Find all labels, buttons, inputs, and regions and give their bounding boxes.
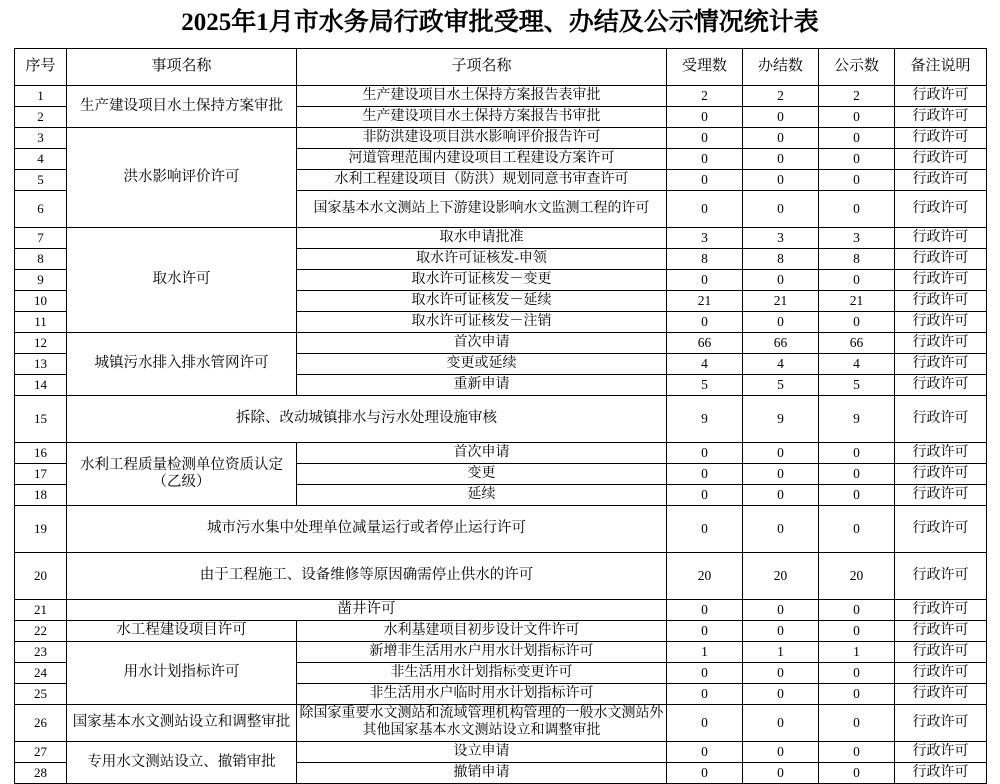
cell-accepted-count: 0	[667, 443, 743, 464]
cell-sub-item-name: 延续	[297, 485, 667, 506]
table-row	[15, 443, 987, 464]
cell-accepted-count: 0	[667, 312, 743, 333]
cell-accepted-count: 0	[667, 705, 743, 742]
cell-remark: 行政许可	[895, 506, 987, 553]
cell-accepted-count: 20	[667, 553, 743, 600]
cell-published-count: 8	[819, 249, 895, 270]
cell-remark: 行政许可	[895, 742, 987, 763]
cell-completed-count: 21	[743, 291, 819, 312]
table-body	[15, 86, 987, 784]
cell-accepted-count: 0	[667, 149, 743, 170]
cell-accepted-count: 0	[667, 742, 743, 763]
cell-published-count: 0	[819, 600, 895, 621]
cell-accepted-count: 0	[667, 191, 743, 228]
cell-seq: 1	[15, 86, 67, 107]
cell-completed-count: 0	[743, 600, 819, 621]
cell-item-name: 城镇污水排入排水管网许可	[67, 333, 297, 396]
cell-completed-count: 66	[743, 333, 819, 354]
cell-remark: 行政许可	[895, 464, 987, 485]
table-row	[15, 621, 987, 642]
cell-accepted-count: 0	[667, 128, 743, 149]
table-row	[15, 396, 987, 443]
table-row	[15, 553, 987, 600]
cell-seq: 28	[15, 763, 67, 784]
cell-sub-item-name: 取水许可证核发－延续	[297, 291, 667, 312]
cell-item-name: 凿井许可	[67, 600, 667, 621]
cell-sub-item-name: 取水许可证核发-申领	[297, 249, 667, 270]
cell-completed-count: 4	[743, 354, 819, 375]
cell-sub-item-name: 生产建设项目水土保持方案报告书审批	[297, 107, 667, 128]
cell-seq: 13	[15, 354, 67, 375]
cell-seq: 12	[15, 333, 67, 354]
cell-remark: 行政许可	[895, 600, 987, 621]
cell-accepted-count: 8	[667, 249, 743, 270]
cell-completed-count: 9	[743, 396, 819, 443]
cell-accepted-count: 0	[667, 621, 743, 642]
table-row	[15, 506, 987, 553]
cell-seq: 6	[15, 191, 67, 228]
cell-remark: 行政许可	[895, 270, 987, 291]
cell-remark: 行政许可	[895, 86, 987, 107]
cell-sub-item-name: 河道管理范围内建设项目工程建设方案许可	[297, 149, 667, 170]
cell-sub-item-name: 取水申请批准	[297, 228, 667, 249]
cell-completed-count: 0	[743, 464, 819, 485]
cell-sub-item-name: 非生活用水户临时用水计划指标许可	[297, 684, 667, 705]
cell-completed-count: 0	[743, 128, 819, 149]
cell-seq: 15	[15, 396, 67, 443]
cell-published-count: 4	[819, 354, 895, 375]
cell-published-count: 0	[819, 705, 895, 742]
cell-sub-item-name: 水利工程建设项目（防洪）规划同意书审查许可	[297, 170, 667, 191]
cell-completed-count: 2	[743, 86, 819, 107]
cell-remark: 行政许可	[895, 249, 987, 270]
cell-published-count: 20	[819, 553, 895, 600]
cell-sub-item-name: 首次申请	[297, 443, 667, 464]
cell-seq: 27	[15, 742, 67, 763]
cell-item-name: 洪水影响评价许可	[67, 128, 297, 228]
cell-remark: 行政许可	[895, 621, 987, 642]
cell-published-count: 0	[819, 742, 895, 763]
cell-accepted-count: 0	[667, 270, 743, 291]
cell-published-count: 3	[819, 228, 895, 249]
cell-published-count: 0	[819, 506, 895, 553]
cell-accepted-count: 0	[667, 684, 743, 705]
cell-accepted-count: 0	[667, 170, 743, 191]
cell-remark: 行政许可	[895, 485, 987, 506]
cell-item-name: 专用水文测站设立、撤销审批	[67, 742, 297, 784]
cell-sub-item-name: 非防洪建设项目洪水影响评价报告许可	[297, 128, 667, 149]
cell-accepted-count: 66	[667, 333, 743, 354]
cell-published-count: 2	[819, 86, 895, 107]
cell-published-count: 0	[819, 107, 895, 128]
cell-sub-item-name: 除国家重要水文测站和流域管理机构管理的一般水文测站外其他国家基本水文测站设立和调整审批	[297, 705, 667, 742]
cell-published-count: 0	[819, 149, 895, 170]
cell-accepted-count: 0	[667, 663, 743, 684]
cell-published-count: 66	[819, 333, 895, 354]
cell-published-count: 0	[819, 663, 895, 684]
table-header-row	[15, 49, 987, 86]
cell-published-count: 21	[819, 291, 895, 312]
table-row	[15, 128, 987, 149]
cell-seq: 11	[15, 312, 67, 333]
cell-completed-count: 5	[743, 375, 819, 396]
cell-remark: 行政许可	[895, 149, 987, 170]
cell-sub-item-name: 取水许可证核发－变更	[297, 270, 667, 291]
cell-item-name: 由于工程施工、设备维修等原因确需停止供水的许可	[67, 553, 667, 600]
column-header-sub-item-name: 子项名称	[297, 49, 667, 86]
cell-seq: 26	[15, 705, 67, 742]
cell-accepted-count: 0	[667, 107, 743, 128]
cell-remark: 行政许可	[895, 170, 987, 191]
cell-published-count: 0	[819, 684, 895, 705]
cell-accepted-count: 0	[667, 600, 743, 621]
cell-item-name: 取水许可	[67, 228, 297, 333]
cell-completed-count: 0	[743, 684, 819, 705]
table-row	[15, 642, 987, 663]
cell-seq: 24	[15, 663, 67, 684]
cell-seq: 18	[15, 485, 67, 506]
cell-remark: 行政许可	[895, 354, 987, 375]
cell-remark: 行政许可	[895, 642, 987, 663]
table-row	[15, 705, 987, 742]
cell-seq: 21	[15, 600, 67, 621]
cell-sub-item-name: 新增非生活用水户用水计划指标许可	[297, 642, 667, 663]
cell-published-count: 9	[819, 396, 895, 443]
cell-sub-item-name: 生产建设项目水土保持方案报告表审批	[297, 86, 667, 107]
cell-accepted-count: 1	[667, 642, 743, 663]
cell-sub-item-name: 取水许可证核发－注销	[297, 312, 667, 333]
table-row	[15, 742, 987, 763]
cell-seq: 23	[15, 642, 67, 663]
cell-completed-count: 0	[743, 485, 819, 506]
cell-sub-item-name: 设立申请	[297, 742, 667, 763]
cell-item-name: 用水计划指标许可	[67, 642, 297, 705]
cell-seq: 25	[15, 684, 67, 705]
cell-completed-count: 0	[743, 107, 819, 128]
cell-sub-item-name: 变更或延续	[297, 354, 667, 375]
cell-accepted-count: 0	[667, 464, 743, 485]
cell-sub-item-name: 重新申请	[297, 375, 667, 396]
cell-completed-count: 0	[743, 621, 819, 642]
cell-item-name: 水工程建设项目许可	[67, 621, 297, 642]
cell-sub-item-name: 非生活用水计划指标变更许可	[297, 663, 667, 684]
cell-seq: 20	[15, 553, 67, 600]
cell-accepted-count: 0	[667, 506, 743, 553]
cell-accepted-count: 9	[667, 396, 743, 443]
cell-published-count: 0	[819, 128, 895, 149]
cell-sub-item-name: 国家基本水文测站上下游建设影响水文监测工程的许可	[297, 191, 667, 228]
column-header-accepted-count: 受理数	[667, 49, 743, 86]
cell-sub-item-name: 撤销申请	[297, 763, 667, 784]
table-row	[15, 86, 987, 107]
cell-item-name: 城市污水集中处理单位减量运行或者停止运行许可	[67, 506, 667, 553]
cell-published-count: 0	[819, 312, 895, 333]
column-header-item-name: 事项名称	[67, 49, 297, 86]
table-row	[15, 600, 987, 621]
cell-item-name: 拆除、改动城镇排水与污水处理设施审核	[67, 396, 667, 443]
column-header-seq: 序号	[15, 49, 67, 86]
cell-completed-count: 0	[743, 443, 819, 464]
cell-published-count: 0	[819, 170, 895, 191]
cell-item-name: 生产建设项目水土保持方案审批	[67, 86, 297, 128]
cell-completed-count: 0	[743, 270, 819, 291]
cell-seq: 5	[15, 170, 67, 191]
cell-completed-count: 0	[743, 742, 819, 763]
cell-seq: 17	[15, 464, 67, 485]
cell-completed-count: 3	[743, 228, 819, 249]
cell-remark: 行政许可	[895, 191, 987, 228]
cell-completed-count: 0	[743, 705, 819, 742]
cell-completed-count: 0	[743, 191, 819, 228]
cell-accepted-count: 2	[667, 86, 743, 107]
cell-accepted-count: 3	[667, 228, 743, 249]
cell-remark: 行政许可	[895, 553, 987, 600]
page-title: 2025年1月市水务局行政审批受理、办结及公示情况统计表	[181, 9, 819, 36]
table-header	[15, 49, 987, 86]
cell-seq: 4	[15, 149, 67, 170]
cell-completed-count: 1	[743, 642, 819, 663]
cell-accepted-count: 4	[667, 354, 743, 375]
cell-remark: 行政许可	[895, 375, 987, 396]
cell-sub-item-name: 水利基建项目初步设计文件许可	[297, 621, 667, 642]
cell-remark: 行政许可	[895, 291, 987, 312]
cell-remark: 行政许可	[895, 228, 987, 249]
cell-seq: 8	[15, 249, 67, 270]
cell-remark: 行政许可	[895, 396, 987, 443]
cell-item-name: 水利工程质量检测单位资质认定（乙级）	[67, 443, 297, 506]
statistics-table	[14, 48, 987, 784]
cell-seq: 16	[15, 443, 67, 464]
cell-completed-count: 0	[743, 312, 819, 333]
cell-accepted-count: 21	[667, 291, 743, 312]
cell-accepted-count: 0	[667, 763, 743, 784]
cell-remark: 行政许可	[895, 763, 987, 784]
cell-published-count: 0	[819, 443, 895, 464]
cell-completed-count: 8	[743, 249, 819, 270]
cell-published-count: 0	[819, 621, 895, 642]
column-header-completed-count: 办结数	[743, 49, 819, 86]
cell-item-name: 国家基本水文测站设立和调整审批	[67, 705, 297, 742]
column-header-remark: 备注说明	[895, 49, 987, 86]
cell-seq: 22	[15, 621, 67, 642]
cell-completed-count: 0	[743, 763, 819, 784]
cell-accepted-count: 5	[667, 375, 743, 396]
cell-completed-count: 20	[743, 553, 819, 600]
cell-seq: 14	[15, 375, 67, 396]
cell-remark: 行政许可	[895, 333, 987, 354]
cell-seq: 19	[15, 506, 67, 553]
cell-remark: 行政许可	[895, 663, 987, 684]
cell-published-count: 0	[819, 763, 895, 784]
cell-remark: 行政许可	[895, 443, 987, 464]
table-row	[15, 333, 987, 354]
cell-seq: 7	[15, 228, 67, 249]
cell-published-count: 0	[819, 270, 895, 291]
cell-completed-count: 0	[743, 663, 819, 684]
cell-sub-item-name: 变更	[297, 464, 667, 485]
cell-remark: 行政许可	[895, 128, 987, 149]
table-row	[15, 228, 987, 249]
cell-published-count: 0	[819, 464, 895, 485]
cell-seq: 10	[15, 291, 67, 312]
cell-remark: 行政许可	[895, 107, 987, 128]
cell-published-count: 0	[819, 191, 895, 228]
cell-seq: 3	[15, 128, 67, 149]
cell-remark: 行政许可	[895, 705, 987, 742]
cell-sub-item-name: 首次申请	[297, 333, 667, 354]
cell-seq: 9	[15, 270, 67, 291]
cell-remark: 行政许可	[895, 312, 987, 333]
cell-accepted-count: 0	[667, 485, 743, 506]
cell-completed-count: 0	[743, 506, 819, 553]
column-header-published-count: 公示数	[819, 49, 895, 86]
cell-published-count: 5	[819, 375, 895, 396]
cell-published-count: 1	[819, 642, 895, 663]
cell-remark: 行政许可	[895, 684, 987, 705]
cell-completed-count: 0	[743, 149, 819, 170]
cell-seq: 2	[15, 107, 67, 128]
cell-completed-count: 0	[743, 170, 819, 191]
cell-published-count: 0	[819, 485, 895, 506]
